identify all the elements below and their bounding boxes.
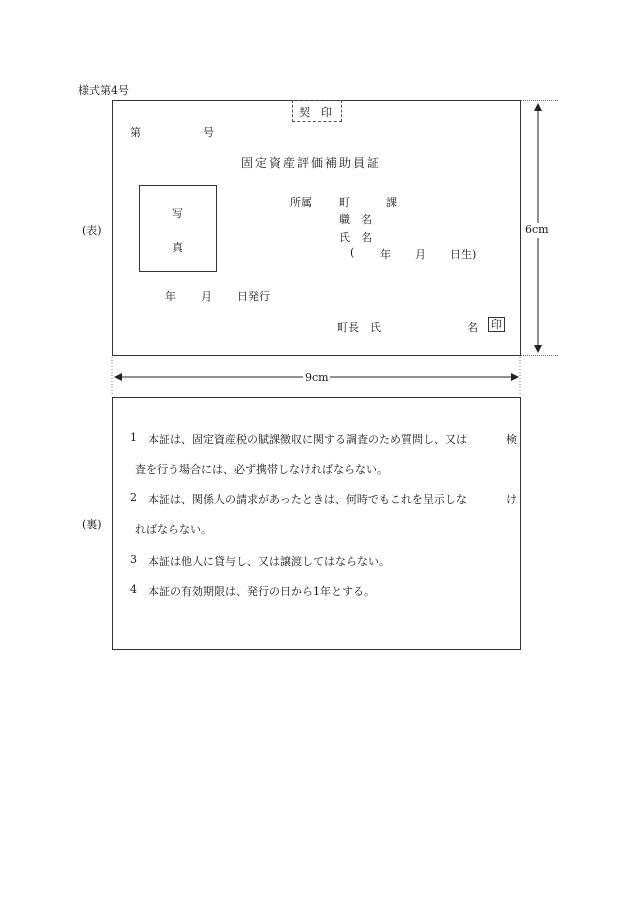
item-3-num: 3 [130,553,137,566]
item-3-line1: 本証は他人に貸与し、又は譲渡してはならない。 [148,555,390,568]
mayor-label: 町長 氏 [337,321,381,334]
position-label: 職 名 [339,213,372,226]
stamp-mark: 印 [488,317,505,332]
number-prefix: 第 [130,126,141,139]
number-suffix: 号 [203,126,214,139]
birth-open: ( [350,246,355,259]
issue-year: 年 [165,290,176,303]
issue-day: 日発行 [237,290,270,303]
card-title: 固定資産評価補助員証 [241,156,382,170]
photo-char-2: 真 [172,241,183,254]
item-2-line1-end: け [506,493,517,506]
affiliation-label: 所属 [290,196,312,209]
town-label: 町 [339,196,350,209]
item-2-line1: 本証は、関係人の請求があったときは、何時でもこれを呈示しな [148,493,467,506]
item-2-num: 2 [130,491,137,504]
seal-label: 契 印 [299,106,332,119]
item-1-line2: 査を行う場合には、必ず携帯しなければならない。 [135,463,388,476]
section-label: 課 [386,196,397,209]
item-4-line1: 本証の有効期限は、発行の日から1年とする。 [148,585,375,598]
form-number: 様式第4号 [78,84,129,97]
item-4-num: 4 [130,583,137,596]
birth-month: 月 [415,248,426,261]
birth-day: 日生) [450,248,477,261]
back-side-label: (裏) [82,518,102,531]
mayor-name-suffix: 名 [467,321,478,334]
height-label: 6cm [525,223,549,236]
name-label: 氏 名 [339,231,372,244]
front-side-label: (表) [82,224,102,237]
photo-char-1: 写 [172,207,183,220]
item-1-line1: 本証は、固定資産税の賦課徴収に関する調査のため質問し、又は [148,433,467,446]
width-label: 9cm [305,371,329,384]
issue-month: 月 [201,290,212,303]
item-2-line2: ればならない。 [135,523,212,536]
birth-year: 年 [380,248,391,261]
item-1-num: 1 [130,431,137,444]
item-1-line1-end: 検 [506,433,517,446]
